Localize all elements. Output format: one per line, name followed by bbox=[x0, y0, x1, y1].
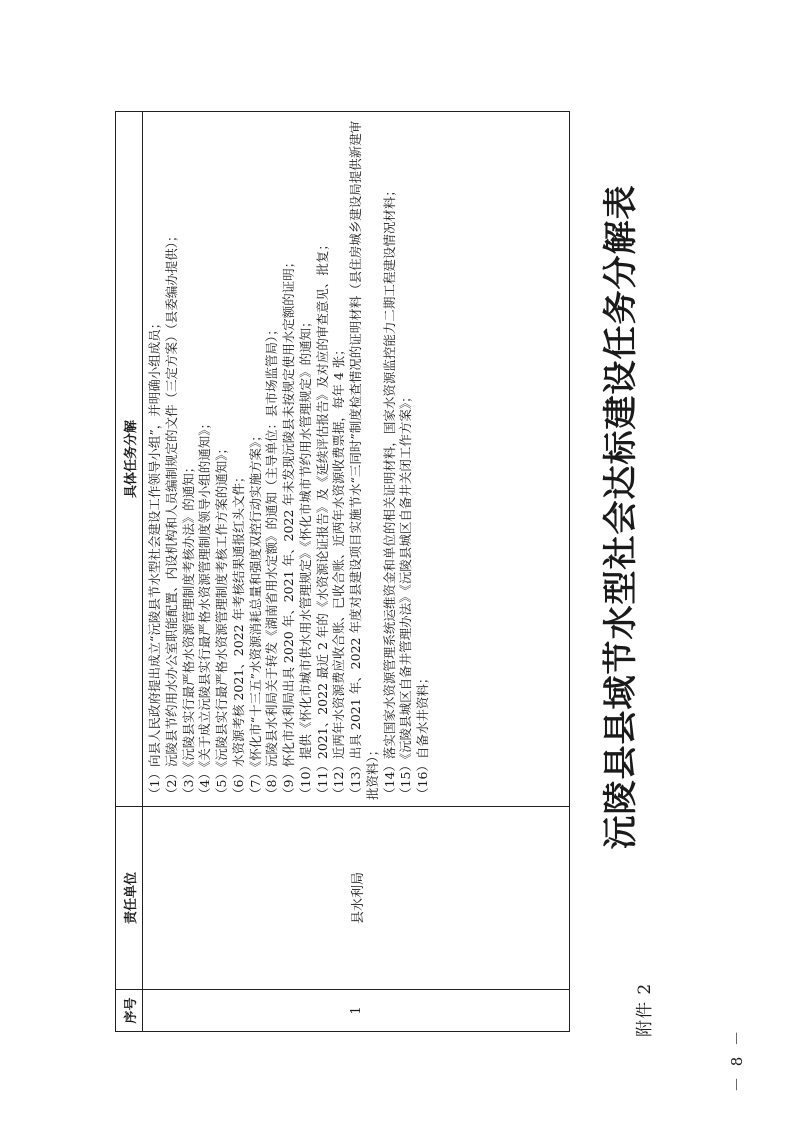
task-item: （12）近两年水资源费应收合账、已收合账、近两年水资源收费票据，每年 4 张； bbox=[331, 343, 347, 800]
row-unit: 县水利局 bbox=[143, 807, 570, 990]
task-item: （6）水资源考核 2021、2022 年考核结果通报红头文件； bbox=[230, 470, 246, 800]
task-item: （7）《怀化市“十三五”水资源消耗总量和强度双控行动实施方案》； bbox=[247, 429, 263, 800]
table-row bbox=[143, 112, 570, 1032]
task-item: （4）《关于成立沅陵县实行最严格水资源管理制度领导小组的通知》； bbox=[197, 417, 213, 800]
header-tasks: 具体任务分解 bbox=[116, 112, 143, 807]
attachment-label: 附件 2 bbox=[635, 982, 655, 1037]
task-table bbox=[115, 111, 570, 1032]
task-item: （10）提供《怀化市城市供水用水管理规定》《怀化市城市节约用水管理规定》的通知； bbox=[297, 315, 313, 800]
task-item: （1）向县人民政府提出成立“沅陵县节水型社会建设工作领导小组”，并明确小组成员； bbox=[147, 316, 162, 800]
header-index: 序号 bbox=[116, 990, 143, 1032]
task-item: （11）2021、2022 最近 2 年的《水资源论证报告》及《延续评估报告》及对应的审查意见、批复； bbox=[314, 238, 330, 800]
task-item: （9）怀化市水利局出具 2020 年、2021 年、2022 年未发现沅陵县未按规定使用水定额的证明； bbox=[281, 255, 296, 800]
row-index: 1 bbox=[143, 990, 570, 1032]
task-item: （2）沅陵县节约用水办公室职能配置、内设机构和人员编制规定的文件（三定方案）（县委编办提供）； bbox=[163, 229, 179, 800]
header-unit: 责任单位 bbox=[116, 807, 143, 990]
task-item: （3）《沅陵县实行最严格水资源管理制度考核办法》的通知； bbox=[180, 460, 196, 800]
task-item: （13）出具 2021 年、2022 年度对县建设项目实施节水“三同时”制度检查情况的证明材料（县住房城乡建设局提供新建审批资料）； bbox=[348, 120, 380, 800]
table-header-row bbox=[116, 112, 143, 1032]
task-item: （15）《沅陵县城区自备井管理办法》《沅陵县城区自备井关闭工作方案》； bbox=[398, 390, 414, 800]
row-tasks bbox=[143, 112, 570, 807]
task-item: （14）落实国家水资源管理系统运维资金和单位的相关证明材料，国家水资源监控能力二期工程建设情况材料； bbox=[381, 184, 397, 800]
task-item: （5）《沅陵县实行最严格水资源管理制度考核工作方案的通知》； bbox=[214, 442, 229, 800]
task-item: （16）自备水井资料； bbox=[415, 671, 430, 800]
document-title: 沅陵县县域节水型社会达标建设任务分解表 bbox=[601, 184, 641, 850]
page-number: － 8 － bbox=[728, 1027, 746, 1092]
task-item: （8）沅陵县水利局关于转发《湖南省用水定额》的通知（主导单位：县市场监管局）； bbox=[264, 323, 280, 800]
